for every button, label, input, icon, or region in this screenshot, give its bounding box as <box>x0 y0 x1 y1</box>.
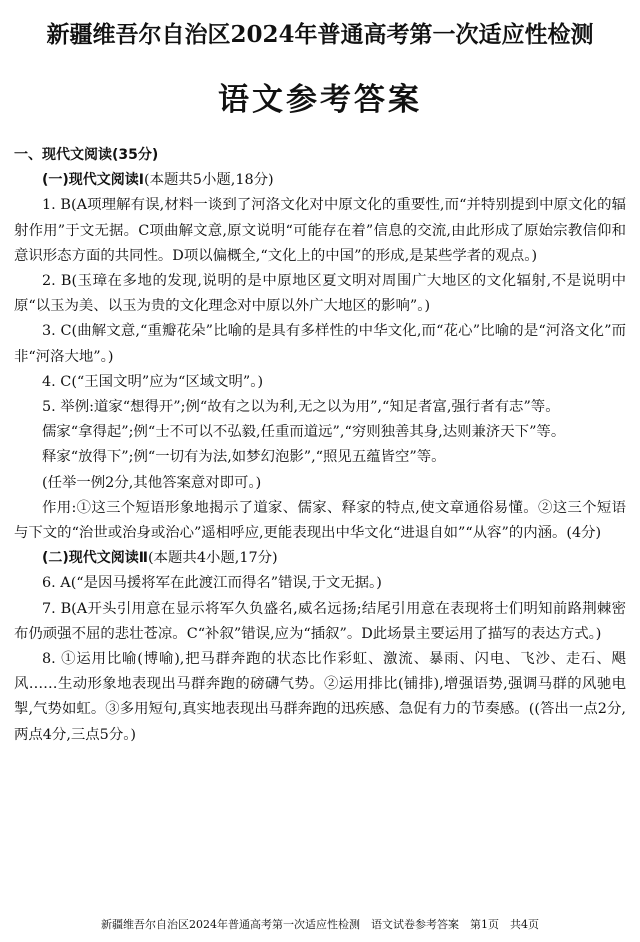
answer-q4: 4. C(“王国文明”应为“区域文明”。) <box>42 373 264 390</box>
answer-q5-line4: (任举一例2分,其他答案意对即可。) <box>42 474 262 491</box>
exam-header-title: 新疆维吾尔自治区2024年普通高考第一次适应性检测 <box>46 21 594 48</box>
answer-q5-line5: 作用:①这三个短语形象地揭示了道家、儒家、释家的特点,使文章通俗易懂。②这三个短语与下文的“治世或治身或治心”遥相呼应,更能表现出中华文化“进退自如”“从容”的内涵。(4分) <box>14 499 626 542</box>
subsection-heading-2 <box>14 546 626 571</box>
section-heading: 一、现代文阅读(35分) <box>14 147 159 163</box>
answer-q3: 3. C(曲解文意,“重瓣花朵”比喻的是具有多样性的中华文化,而“花心”比喻的是“河洛文化”而非“河洛大地”。) <box>14 323 626 365</box>
answer-q5-line3: 释家“放得下”;例“一切有为法,如梦幻泡影”,“照见五蕴皆空”等。 <box>42 449 446 466</box>
answer-q8: 8. ①运用比喻(博喻),把马群奔跑的状态比作彩虹、激流、暴雨、闪电、飞沙、走石、飓风……生动形象地表现出马群奔跑的磅礴气势。②运用排比(铺排),增强语势,强调马群的风驰电掣,气势如虹。③多用短句,真实地表现出马群奔跑的迅疾感、急促有力的节奏感。((答出一点2分,两点4分,三点5分。) <box>14 651 626 743</box>
document-title: 语文参考答案 <box>218 82 422 118</box>
answer-q7: 7. B(A开头引用意在显示将军久负盛名,威名远扬;结尾引用意在表现将士们明知前路荆棘密布仍顽强不屈的悲壮苍凉。C“补叙”错误,应为“插叙”。D此场景主要运用了描写的表达方式。) <box>14 600 626 642</box>
subsection-title: (一)现代文阅读Ⅰ <box>42 172 145 189</box>
answer-q1: 1. B(A项理解有误,材料一谈到了河洛文化对中原文化的重要性,而“并特别提到中原文化的辐射作用”于文无据。C项曲解文意,原文说明“可能存在着”信息的交流,由此形成了原始宗教信仰和意识形态方面的共同性。D项以偏概全,“文化上的中国”的形成,是某些学者的观点。) <box>14 197 626 264</box>
subsection-note: (本题共4小题,17分) <box>148 550 278 567</box>
answer-q2: 2. B(玉璋在多地的发现,说明的是中原地区夏文明对周围广大地区的文化辐射,不是说明中原“以玉为美、以玉为贵的文化理念对中原以外广大地区的影响”。) <box>14 273 626 315</box>
page-footer: 新疆维吾尔自治区2024年普通高考第一次适应性检测 语文试卷参考答案 第1页 共4页 <box>101 918 539 931</box>
subsection-heading-1 <box>14 168 626 193</box>
answer-q6: 6. A(“是因马援将军在此渡江而得名”错误,于文无据。) <box>42 575 382 592</box>
answer-content <box>14 143 626 748</box>
subsection-note: (本题共5小题,18分) <box>144 172 274 189</box>
answer-q5-line2: 儒家“拿得起”;例“士不可以不弘毅,任重而道远”,“穷则独善其身,达则兼济天下”等。 <box>42 424 566 441</box>
answer-q5-line1: 5. 举例:道家“想得开”;例“故有之以为利,无之以为用”,“知足者富,强行者有志”等。 <box>42 399 560 416</box>
subsection-title: (二)现代文阅读Ⅱ <box>42 550 149 567</box>
